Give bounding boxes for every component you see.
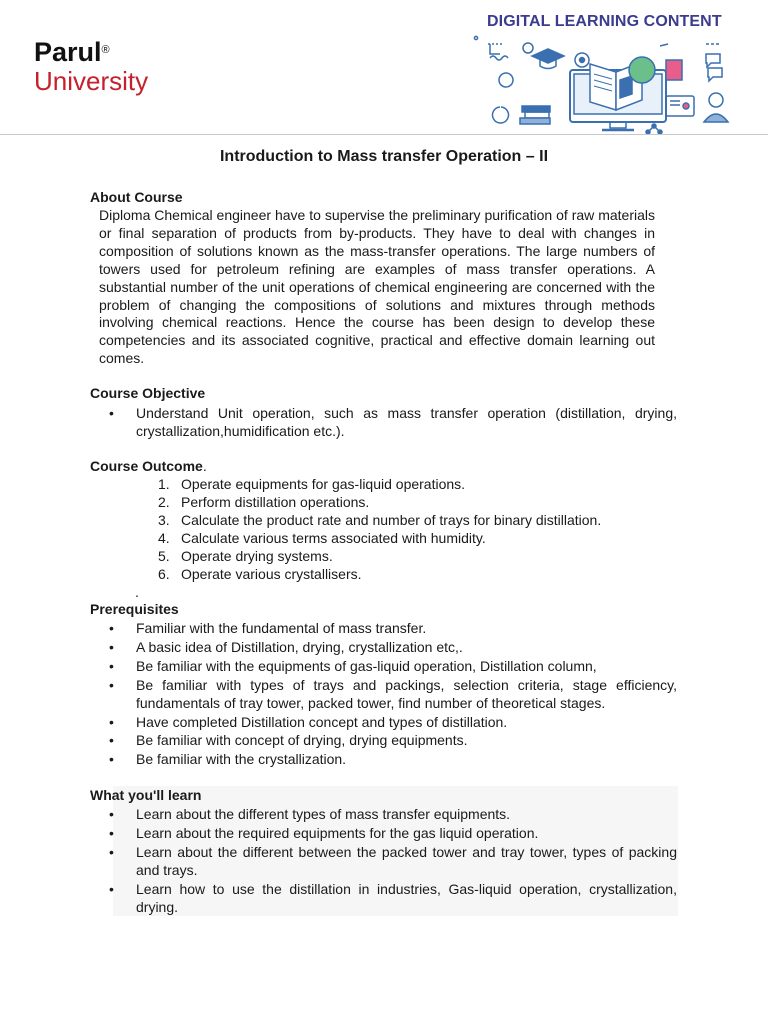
chat-bubble-icon [706,54,720,67]
badge-icon [523,43,533,53]
pen-icon [660,44,668,46]
person-avatar-icon [704,93,728,122]
chat-bubble-icon-2 [708,68,722,81]
logo-subtitle: University [34,66,149,96]
books-icon [520,106,550,124]
list-item: • Be familiar with concept of drying, drying equipments. [109,732,468,749]
list-item: 4. Calculate various terms associated with humidity. [158,529,486,546]
course-objective-heading: Course Objective [90,385,206,401]
course-outcome-heading: Course Outcome. [90,458,207,474]
notebook-icon [666,60,682,80]
logo-registered-mark: ® [101,44,110,56]
graduation-cap-icon [532,49,564,69]
globe-icon [493,107,509,123]
list-item: 1. Operate equipments for gas-liquid operations. [158,476,466,492]
logo-name: Parul [34,37,102,67]
list-item: • Learn about the required equipments for the gas liquid operation. [109,824,539,841]
clock-icon [499,73,513,87]
list-item: • Have completed Distillation concept and types of distillation. [109,713,508,730]
page-title: Introduction to Mass transfer Operation – II [219,148,549,165]
certificate-icon [666,96,694,116]
what-youll-learn-list [90,806,677,917]
header-divider [0,134,768,135]
decor-wave [490,56,508,60]
list-item: • Familiar with the fundamental of mass transfer. [109,620,427,636]
list-item: • Learn about the different between the packed tower and tray tower, types of packing and trays. [109,843,677,878]
decor-circle [474,36,477,39]
parul-university-logo [34,38,148,96]
list-item: • Learn about the different types of mass transfer equipments. [109,806,511,822]
list-item: • Be familiar with the crystallization. [109,751,347,768]
list-item: • Be familiar with the equipments of gas-liquid operation, Distillation column, [109,657,597,674]
earth-globe-icon [629,57,655,83]
decor-bracket [490,44,500,54]
prerequisites-heading: Prerequisites [90,601,179,617]
list-item: • Learn how to use the distillation in industries, Gas-liquid operation, crystallization, drying. [109,880,677,915]
what-youll-learn-heading: What you'll learn [90,787,202,803]
stray-period: . [135,584,139,600]
page-header [0,0,768,136]
list-item: • A basic idea of Distillation, drying, crystallization etc,. [109,638,463,655]
banner-title: DIGITAL LEARNING CONTENT [487,13,722,30]
about-course-heading: About Course [90,189,183,205]
list-item: 6. Operate various crystallisers. [158,565,362,582]
list-item: • Understand Unit operation, such as mass transfer operation (distillation, drying, crystallization,humidification etc.). [109,405,677,439]
list-item: 3. Calculate the product rate and number of trays for binary distillation. [158,511,602,528]
digital-learning-illustration [470,34,760,134]
list-item: 2. Perform distillation operations. [158,493,370,510]
list-item: 5. Operate drying systems. [158,547,333,564]
about-course-text: Diploma Chemical engineer have to supervise the preliminary purification of raw materials or final separation of products from by-products. They have to deal with changes in composition of solutions known as the mass-transfer operations. The large numbers of towers used for petroleum refining are examples of mass transfer operations. A substantial number of the unit operations of chemical engineering are concerned with the problem of changing the compositions of solutions and mixtures through methods involving chemical reactions. Hence the course has been design to develop these competencies and its associated cognitive, practical and effective domain learning out comes. [99,207,655,367]
network-icon [646,124,662,134]
course-outcome-list [155,476,601,583]
prerequisites-list [90,620,677,770]
course-objective-list [90,405,677,442]
list-item: • Be familiar with types of trays and packings, selection criteria, stage efficiency, fundamentals of tray tower, packed tower, find number of theoretical stages. [109,676,677,711]
